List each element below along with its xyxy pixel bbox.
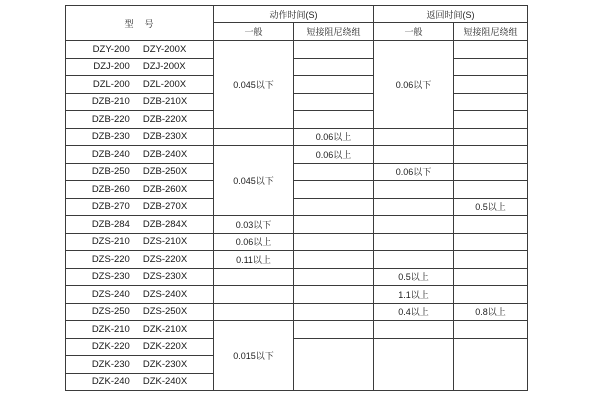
return-damping-cell: [454, 251, 528, 269]
return-damping-cell: 0.5以上: [454, 198, 528, 216]
model-name: DZB-230: [91, 131, 130, 143]
model-cell: [66, 163, 214, 181]
action-damping-cell: [294, 93, 374, 111]
table-row: [66, 303, 528, 321]
header-return-general: 一般: [374, 23, 454, 41]
action-general-cell: 0.03以下: [214, 216, 294, 234]
return-general-cell: 0.06以下: [374, 41, 454, 129]
model-name-x: DZS-220X: [142, 253, 188, 265]
model-name-x: DZL-200X: [142, 78, 187, 90]
return-general-cell: [374, 216, 454, 234]
model-name-x: DZB-260X: [142, 183, 188, 195]
return-general-cell: [374, 233, 454, 251]
model-name: DZB-260: [91, 183, 130, 195]
action-damping-cell: 0.06以上: [294, 128, 374, 146]
model-name-x: DZB-270X: [142, 201, 188, 213]
model-cell: [66, 268, 214, 286]
return-damping-cell: [454, 111, 528, 129]
table-row: [66, 41, 528, 59]
return-general-cell: 1.1以上: [374, 286, 454, 304]
model-name-x: DZJ-200X: [142, 61, 186, 73]
header-action-general: 一般: [214, 23, 294, 41]
return-general-cell: 0.5以上: [374, 268, 454, 286]
model-name-x: DZB-284X: [142, 218, 188, 230]
action-general-cell: 0.06以上: [214, 233, 294, 251]
action-damping-cell: [294, 303, 374, 321]
header-return-time: 返回时间(S): [374, 6, 528, 23]
return-damping-cell: [454, 128, 528, 146]
model-name-x: DZS-250X: [142, 306, 188, 318]
table-row: [66, 128, 528, 146]
header-action-damping: 短接阻尼绕组: [294, 23, 374, 41]
table-row: [66, 58, 528, 76]
table-row: [66, 286, 528, 304]
action-damping-cell: [294, 58, 374, 76]
return-damping-cell: [454, 58, 528, 76]
action-damping-cell: [294, 76, 374, 94]
model-cell: [66, 41, 214, 59]
action-damping-cell: [294, 198, 374, 216]
model-name: DZS-250: [91, 306, 130, 318]
return-general-cell: [374, 251, 454, 269]
model-name-x: DZB-250X: [142, 166, 188, 178]
return-damping-cell: [454, 76, 528, 94]
return-damping-cell: [454, 321, 528, 339]
model-name-x: DZK-240X: [142, 376, 188, 388]
return-damping-cell: [454, 41, 528, 59]
model-name: DZS-240: [91, 288, 130, 300]
table-row: [66, 321, 528, 339]
header-action-time: 动作时间(S): [214, 6, 374, 23]
model-cell: [66, 181, 214, 199]
model-name-x: DZS-210X: [142, 236, 188, 248]
action-general-cell: 0.015以下: [214, 321, 294, 391]
model-cell: [66, 321, 214, 339]
model-cell: [66, 251, 214, 269]
action-damping-cell: [294, 216, 374, 234]
model-cell: [66, 233, 214, 251]
action-general-cell: 0.11以上: [214, 251, 294, 269]
model-name: DZB-250: [91, 166, 130, 178]
model-name-x: DZB-230X: [142, 131, 188, 143]
return-damping-cell: [454, 181, 528, 199]
action-damping-cell: 0.06以上: [294, 146, 374, 164]
action-damping-cell: [294, 268, 374, 286]
model-name-x: DZK-220X: [142, 341, 188, 353]
return-damping-cell: [454, 216, 528, 234]
return-general-cell: [374, 198, 454, 216]
action-general-cell: [214, 268, 294, 286]
action-general-cell: 0.045以下: [214, 41, 294, 129]
return-general-cell: 0.06以下: [374, 163, 454, 181]
model-name: DZK-230: [91, 358, 130, 370]
table-row: [66, 198, 528, 216]
action-damping-cell: [294, 233, 374, 251]
model-name: DZB-284: [91, 218, 130, 230]
model-name: DZL-200: [92, 78, 130, 90]
action-general-cell: 0.045以下: [214, 146, 294, 216]
model-cell: [66, 216, 214, 234]
action-damping-cell: [294, 111, 374, 129]
return-damping-cell: [454, 146, 528, 164]
action-damping-cell: [294, 321, 374, 339]
model-cell: [66, 338, 214, 356]
model-cell: [66, 76, 214, 94]
action-general-cell: [214, 303, 294, 321]
model-name-x: DZK-210X: [142, 323, 188, 335]
table-row: [66, 93, 528, 111]
action-damping-cell: [294, 163, 374, 181]
action-damping-cell: [294, 181, 374, 199]
table-row: [66, 251, 528, 269]
model-cell: [66, 128, 214, 146]
table-row: [66, 163, 528, 181]
table-row: [66, 268, 528, 286]
model-name-x: DZY-200X: [142, 43, 187, 55]
model-name: DZY-200: [92, 43, 130, 55]
action-damping-cell: [294, 286, 374, 304]
model-name-x: DZS-230X: [142, 271, 188, 283]
model-name-x: DZB-210X: [142, 96, 188, 108]
model-name-x: DZS-240X: [142, 288, 188, 300]
return-general-cell: [374, 128, 454, 146]
table-row: [66, 233, 528, 251]
header-row-1: [66, 6, 528, 23]
model-name: DZS-230: [91, 271, 130, 283]
model-name: DZS-220: [91, 253, 130, 265]
action-damping-cell: [294, 41, 374, 59]
return-damping-cell: [454, 163, 528, 181]
model-cell: [66, 373, 214, 391]
model-name-x: DZB-220X: [142, 113, 188, 125]
header-model: 型 号: [66, 6, 214, 41]
table-row: [66, 216, 528, 234]
model-name: DZK-240: [91, 376, 130, 388]
return-general-cell: [374, 338, 454, 391]
action-general-cell: [214, 128, 294, 146]
return-general-cell: [374, 146, 454, 164]
model-name-x: DZB-240X: [142, 148, 188, 160]
model-name: DZJ-200: [93, 61, 130, 73]
return-general-cell: 0.4以上: [374, 303, 454, 321]
model-name: DZB-220: [91, 113, 130, 125]
return-general-cell: [374, 321, 454, 339]
return-general-cell: [374, 181, 454, 199]
model-name-x: DZK-230X: [142, 358, 188, 370]
header-return-damping: 短接阻尼绕组: [454, 23, 528, 41]
model-name: DZK-210: [91, 323, 130, 335]
table-row: [66, 338, 528, 356]
return-damping-cell: [454, 286, 528, 304]
model-cell: [66, 146, 214, 164]
relay-spec-table: [65, 5, 528, 391]
model-cell: [66, 58, 214, 76]
table-row: [66, 111, 528, 129]
model-name: DZB-210: [91, 96, 130, 108]
model-cell: [66, 356, 214, 374]
model-name: DZK-220: [91, 341, 130, 353]
table-body: [66, 41, 528, 391]
return-damping-cell: [454, 338, 528, 391]
model-name: DZS-210: [91, 236, 130, 248]
model-cell: [66, 286, 214, 304]
action-general-cell: [214, 286, 294, 304]
table-row: [66, 181, 528, 199]
table-row: [66, 146, 528, 164]
return-damping-cell: 0.8以上: [454, 303, 528, 321]
model-cell: [66, 93, 214, 111]
model-name: DZB-270: [91, 201, 130, 213]
return-damping-cell: [454, 268, 528, 286]
return-damping-cell: [454, 233, 528, 251]
model-cell: [66, 111, 214, 129]
table-row: [66, 76, 528, 94]
model-cell: [66, 198, 214, 216]
model-cell: [66, 303, 214, 321]
model-name: DZB-240: [91, 148, 130, 160]
action-damping-cell: [294, 251, 374, 269]
table-header: [66, 6, 528, 41]
action-damping-cell: [294, 338, 374, 391]
return-damping-cell: [454, 93, 528, 111]
